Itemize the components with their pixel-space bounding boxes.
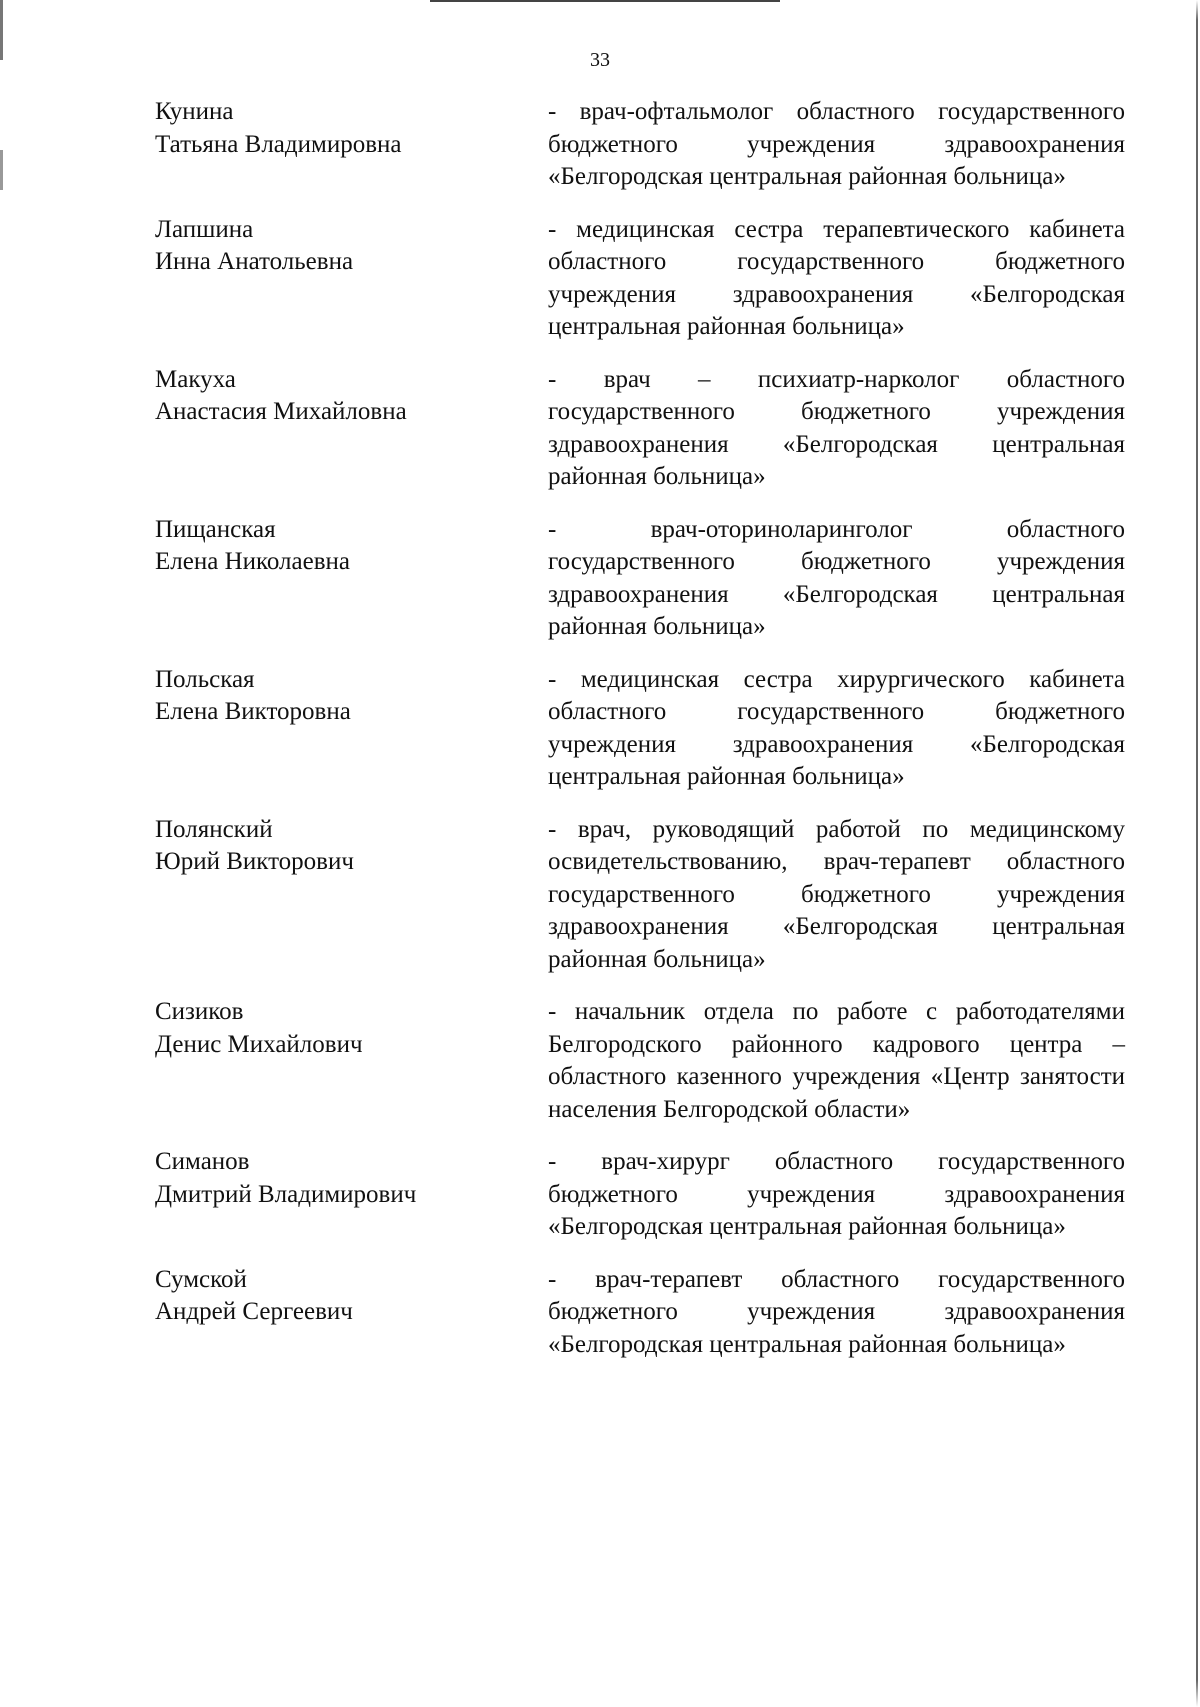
surname: Польская [155,665,255,693]
position-description: - врач – психиатр-нарколог областного государственного бюджетного учреждения здравоохранения «Белгородская центральная районная больница» [548,365,1125,490]
person-name [155,96,548,161]
position-description: - врач-терапевт областного государственного бюджетного учреждения здравоохранения «Белгородская центральная районная больница» [548,1265,1125,1358]
entries-list [155,96,1125,1361]
scan-edge-left [0,0,3,1707]
position-description: - медицинская сестра хирургического кабинета областного государственного бюджетного учреждения здравоохранения «Белгородская центральная районная больница» [548,665,1125,790]
entry [155,664,1125,794]
person-name [155,364,548,429]
given-names: Юрий Викторович [155,848,354,875]
entry [155,814,1125,977]
person-name [155,1264,548,1329]
surname: Кунина [155,98,234,125]
position-description: - врач-оториноларинголог областного государственного бюджетного учреждения здравоохранения «Белгородская центральная районная больница» [548,515,1125,640]
person-name [155,214,548,279]
given-names: Елена Николаевна [155,548,350,575]
surname: Сумской [155,1265,247,1293]
position-description: - медицинская сестра терапевтического кабинета областного государственного бюджетного учреждения здравоохранения «Белгородская центральная районная больница» [548,215,1125,340]
scan-edge-top [430,0,780,2]
given-names: Анастасия Михайловна [155,398,407,425]
person-name [155,1146,548,1211]
position-description: - врач, руководящий работой по медицинскому освидетельствованию, врач-терапевт областного государственного бюджетного учреждения здравоохранения «Белгородская центральная районная больница» [548,815,1125,973]
entry [155,214,1125,344]
entry [155,996,1125,1126]
surname: Пищанская [155,515,276,543]
entry [155,1146,1125,1244]
person-name [155,664,548,729]
position-description: - врач-офтальмолог областного государственного бюджетного учреждения здравоохранения «Белгородская центральная районная больница» [548,98,1125,190]
person-name [155,814,548,879]
given-names: Андрей Сергеевич [155,1298,353,1325]
person-name [155,514,548,579]
given-names: Инна Анатольевна [155,248,354,275]
position-description: - начальник отдела по работе с работодателями Белгородского районного кадрового центра – областного казенного учреждения «Центр занятости населения Белгородской области» [548,998,1125,1123]
given-names: Елена Викторовна [155,698,351,725]
surname: Макуха [155,365,236,393]
surname: Лапшина [155,215,254,243]
entry [155,364,1125,494]
position-description: - врач-хирург областного государственного бюджетного учреждения здравоохранения «Белгородская центральная районная больница» [548,1148,1125,1240]
surname: Сизиков [155,998,244,1025]
page-number: 33 [590,49,610,71]
scan-edge-right [1196,0,1198,1707]
surname: Симанов [155,1148,250,1175]
given-names: Дмитрий Владимирович [155,1180,417,1208]
given-names: Денис Михайлович [155,1030,363,1058]
entry [155,514,1125,644]
given-names: Татьяна Владимировна [155,130,402,158]
entry [155,1264,1125,1362]
surname: Полянский [155,815,273,843]
person-name [155,996,548,1061]
entry [155,96,1125,194]
